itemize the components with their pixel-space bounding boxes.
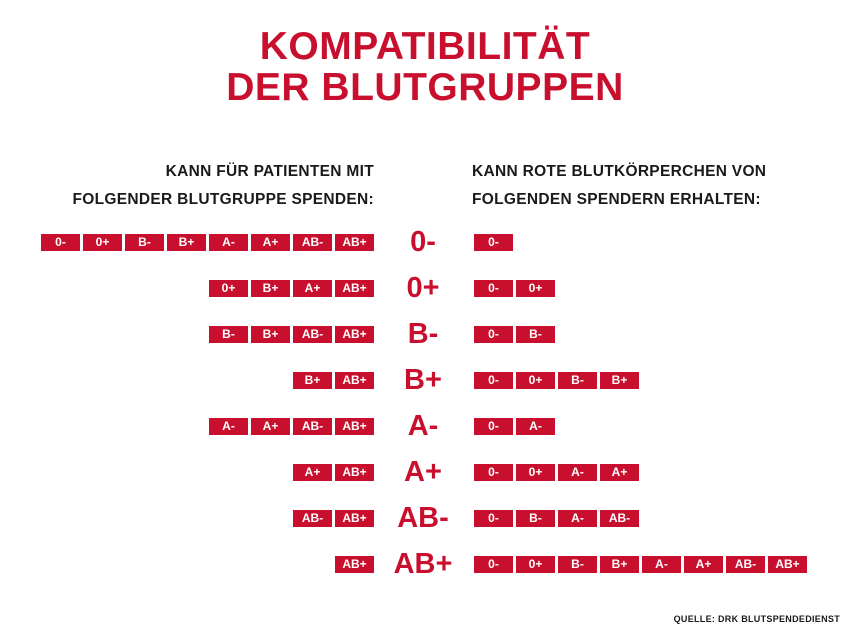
receive-chip: A+ — [684, 556, 723, 573]
donate-chip: A+ — [293, 464, 332, 481]
donate-to-list — [293, 510, 374, 527]
receive-chip: B- — [516, 326, 555, 343]
receive-chip: A- — [558, 464, 597, 481]
blood-group-row — [0, 548, 850, 580]
donate-chip: AB+ — [335, 464, 374, 481]
blood-group-row — [0, 456, 850, 488]
donate-to-list — [293, 372, 374, 389]
blood-group-row — [0, 364, 850, 396]
donate-chip: AB+ — [335, 372, 374, 389]
receive-chip: AB- — [726, 556, 765, 573]
receive-header-line-1: KANN ROTE BLUTKÖRPERCHEN VON — [472, 163, 767, 180]
receive-chip: A- — [516, 418, 555, 435]
donate-chip: A- — [209, 418, 248, 435]
donate-chip: AB- — [293, 418, 332, 435]
donate-to-list — [335, 556, 374, 573]
receive-from-list — [474, 556, 807, 573]
donate-chip: B+ — [251, 280, 290, 297]
receive-from-list — [474, 234, 513, 251]
donate-chip: AB- — [293, 326, 332, 343]
receive-chip: AB+ — [768, 556, 807, 573]
receive-chip: 0- — [474, 464, 513, 481]
donate-chip: B+ — [251, 326, 290, 343]
donate-to-list — [209, 280, 374, 297]
donate-chip: B+ — [293, 372, 332, 389]
receive-chip: 0+ — [516, 372, 555, 389]
donate-chip: A- — [209, 234, 248, 251]
receive-chip: 0- — [474, 234, 513, 251]
page-title — [0, 26, 850, 108]
donate-chip: 0+ — [83, 234, 122, 251]
donate-to-list — [41, 234, 374, 251]
blood-group-label: AB- — [397, 502, 449, 534]
receive-chip: 0+ — [516, 464, 555, 481]
blood-group-label: A+ — [404, 456, 442, 488]
blood-group-label: 0- — [410, 226, 436, 258]
donate-chip: AB- — [293, 510, 332, 527]
donate-chip: A+ — [251, 234, 290, 251]
blood-group-label: B- — [407, 318, 439, 350]
receive-from-list — [474, 280, 555, 297]
blood-group-row — [0, 410, 850, 442]
donate-chip: A+ — [293, 280, 332, 297]
receive-chip: B- — [516, 510, 555, 527]
receive-header — [472, 158, 832, 214]
receive-chip: A+ — [600, 464, 639, 481]
receive-chip: 0- — [474, 556, 513, 573]
blood-group-row — [0, 226, 850, 258]
receive-from-list — [474, 418, 555, 435]
donate-to-list — [209, 418, 374, 435]
receive-chip: A- — [558, 510, 597, 527]
donate-chip: B- — [209, 326, 248, 343]
blood-group-row — [0, 502, 850, 534]
donate-chip: B+ — [167, 234, 206, 251]
donate-chip: AB+ — [335, 326, 374, 343]
receive-chip: 0- — [474, 372, 513, 389]
donate-header — [40, 158, 374, 214]
receive-header-line-2: FOLGENDEN SPENDERN ERHALTEN: — [472, 191, 761, 208]
blood-group-label: B+ — [404, 364, 442, 396]
source-note: QUELLE: DRK BLUTSPENDEDIENST — [673, 614, 840, 624]
blood-group-label: A- — [407, 410, 439, 442]
receive-chip: 0- — [474, 510, 513, 527]
receive-chip: 0+ — [516, 556, 555, 573]
receive-chip: 0- — [474, 280, 513, 297]
receive-from-list — [474, 326, 555, 343]
donate-chip: A+ — [251, 418, 290, 435]
title-line-1: KOMPATIBILITÄT — [259, 25, 591, 68]
receive-chip: B+ — [600, 556, 639, 573]
receive-chip: B- — [558, 372, 597, 389]
blood-group-label: 0+ — [406, 272, 440, 304]
blood-group-row — [0, 318, 850, 350]
receive-chip: B+ — [600, 372, 639, 389]
donate-chip: 0+ — [209, 280, 248, 297]
donate-chip: AB+ — [335, 510, 374, 527]
receive-from-list — [474, 510, 639, 527]
donate-chip: AB+ — [335, 234, 374, 251]
receive-chip: B- — [558, 556, 597, 573]
receive-from-list — [474, 372, 639, 389]
donate-chip: B- — [125, 234, 164, 251]
receive-chip: A- — [642, 556, 681, 573]
donate-to-list — [293, 464, 374, 481]
donate-header-line-2: FOLGENDER BLUTGRUPPE SPENDEN: — [72, 191, 374, 208]
receive-chip: AB- — [600, 510, 639, 527]
donate-chip: AB+ — [335, 280, 374, 297]
donate-chip: AB+ — [335, 556, 374, 573]
blood-group-label: AB+ — [393, 548, 453, 580]
title-line-2: DER BLUTGRUPPEN — [226, 66, 624, 109]
blood-group-row — [0, 272, 850, 304]
donate-chip: 0- — [41, 234, 80, 251]
receive-chip: 0- — [474, 418, 513, 435]
receive-from-list — [474, 464, 639, 481]
donate-to-list — [209, 326, 374, 343]
donate-header-line-1: KANN FÜR PATIENTEN MIT — [165, 163, 374, 180]
donate-chip: AB+ — [335, 418, 374, 435]
receive-chip: 0+ — [516, 280, 555, 297]
receive-chip: 0- — [474, 326, 513, 343]
donate-chip: AB- — [293, 234, 332, 251]
